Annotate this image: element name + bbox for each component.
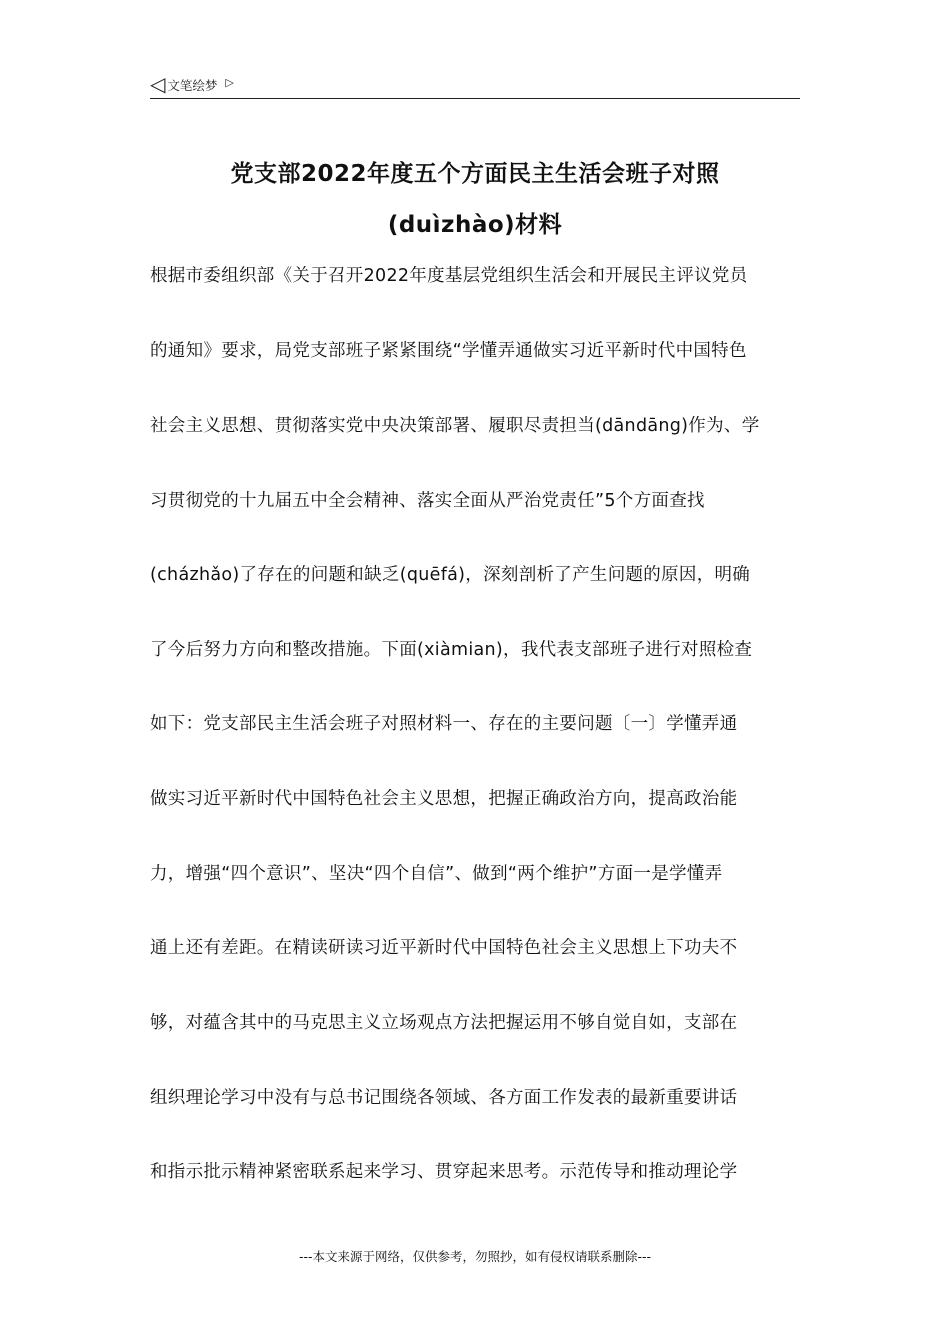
body-line: 了今后努力方向和整改措施。下面(xiàmian)，我代表支部班子进行对照检查	[150, 640, 753, 660]
page-footer-disclaimer: ---本文来源于网络，仅供参考，勿照抄，如有侵权请联系删除---	[298, 1249, 652, 1264]
body-line: 社会主义思想、贯彻落实党中央决策部署、履职尽责担当(dāndāng)作为、学	[150, 416, 760, 436]
triangle-right-icon: ▷	[225, 75, 234, 89]
body-line: 通上还有差距。在精读研读习近平新时代中国特色社会主义思想上下功夫不	[150, 938, 738, 958]
triangle-left-icon: ◁	[150, 72, 166, 96]
body-line: 如下：党支部民主生活会班子对照材料一、存在的主要问题〔一〕学懂弄通	[150, 714, 738, 734]
page-header	[150, 72, 800, 99]
body-line: 的通知》要求，局党支部班子紧紧围绕“学懂弄通做实习近平新时代中国特色	[150, 341, 747, 361]
document-title-line-1: 党支部2022年度五个方面民主生活会班子对照	[230, 161, 720, 187]
document-title-line-2: (duìzhào)材料	[387, 212, 563, 238]
header-brand: 文笔绘梦	[167, 78, 218, 93]
body-line: 够，对蕴含其中的马克思主义立场观点方法把握运用不够自觉自如，支部在	[150, 1013, 738, 1033]
body-line: 力，增强“四个意识”、坚决“四个自信”、做到“两个维护”方面一是学懂弄	[150, 864, 723, 884]
body-line: 组织理论学习中没有与总书记围绕各领域、各方面工作发表的最新重要讲话	[150, 1088, 738, 1108]
body-line: (cházhǎo)了存在的问题和缺乏(quēfá)，深刻剖析了产生问题的原因，明确	[150, 565, 751, 585]
body-line: 习贯彻党的十九届五中全会精神、落实全面从严治党责任”5个方面查找	[150, 491, 705, 511]
body-line: 根据市委组织部《关于召开2022年度基层党组织生活会和开展民主评议党员	[150, 266, 748, 286]
body-line: 做实习近平新时代中国特色社会主义思想，把握正确政治方向，提高政治能	[150, 789, 738, 809]
body-line: 和指示批示精神紧密联系起来学习、贯穿起来思考。示范传导和推动理论学	[150, 1162, 738, 1182]
